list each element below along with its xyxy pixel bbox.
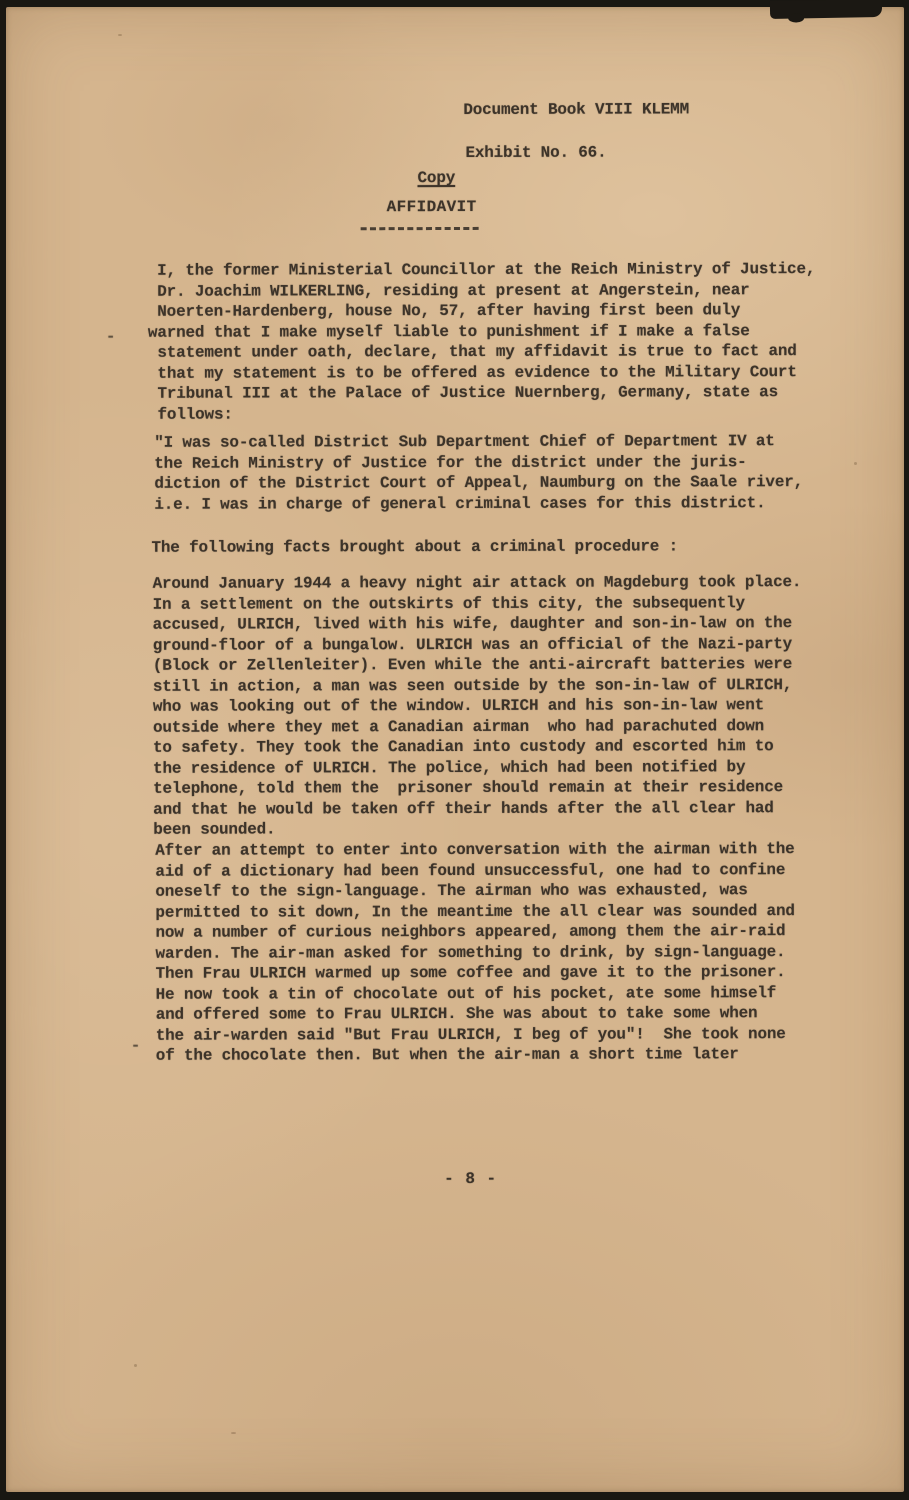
copy-label: Copy: [417, 168, 456, 188]
paragraph-aftermath: After an attempt to enter into conversation with the airman with the aid of a dictionary had been found unsuccessful, one had to confine oneself to the sign-language. The airman who was exhausted, was permitted to sit down, In the meantime the all clear was sounded and now a number of curious neighbors appeared, among them the air-raid warden. The air-man asked for something to drink, by sign-language. Then Frau ULRICH warmed up some coffee and gave it to the prisoner. He now took a tin of chocolate out of his pocket, ate some himself and offered some to Frau ULRICH. She was about to take some when the air-warden said "But Frau ULRICH, I beg of you"! She took none of the chocolate then. But when the air-man a short time later: [155, 840, 795, 1065]
paragraph-incident: Around January 1944 a heavy night air attack on Magdeburg took place. In a settlement on the outskirts of this city, the subsequently accused, ULRICH, lived with his wife, daughter and son-in-law on the ground-floor of a bungalow. ULRICH was an official of the Nazi-party (Block or Zellenleiter). Even while the anti-aircraft batteries were still in action, a man was seen outside by the son-in-law of ULRICH, who was looking out of the window. ULRICH and his son-in-law went outside where they met a Canadian airman who had parachuted down to safety. They took the Canadian into custody and escorted him to the residence of ULRICH. The police, which had been notified by telephone, told them the prisoner should remain at their residence and that he would be taken off their hands after the all clear had been sounded.: [152, 573, 802, 839]
stray-mark: -: [130, 1036, 141, 1055]
paragraph-facts-lead: The following facts brought about a criminal procedure :: [151, 537, 678, 557]
paragraph-oath-intro: I, the former Ministerial Councillor at the Reich Ministry of Justice, Dr. Joachim WILKERLING, residing at present at Angerstein, near Noerten-Hardenberg, house No, 57, after having first been duly warned that I make myself liable to punishment if I make a false statement under oath, declare, that my affidavit is true to fact and that my statement is to be offered as evidence to the Military Court Tribunal III at the Palace of Justice Nuernberg, Germany, state as follows:: [147, 260, 816, 424]
stray-mark: -: [105, 327, 116, 346]
paragraph-position: "I was so-called District Sub Department Chief of Department IV at the Reich Ministry of Justice for the district under the juris- diction of the District Court of Appeal, Naumburg on the Saale river, i.e. I was in charge of general criminal cases for this district.: [154, 432, 804, 514]
page-content: [4, 6, 906, 1493]
exhibit-number: Exhibit No. 66.: [465, 143, 607, 162]
page-number: - 8 -: [444, 1169, 498, 1189]
document-book-heading: Document Book VIII KLEMM: [463, 100, 689, 119]
affidavit-title: AFFIDAVIT: [386, 197, 477, 217]
title-underline-rule: [361, 223, 479, 230]
document-page: [6, 7, 904, 1492]
